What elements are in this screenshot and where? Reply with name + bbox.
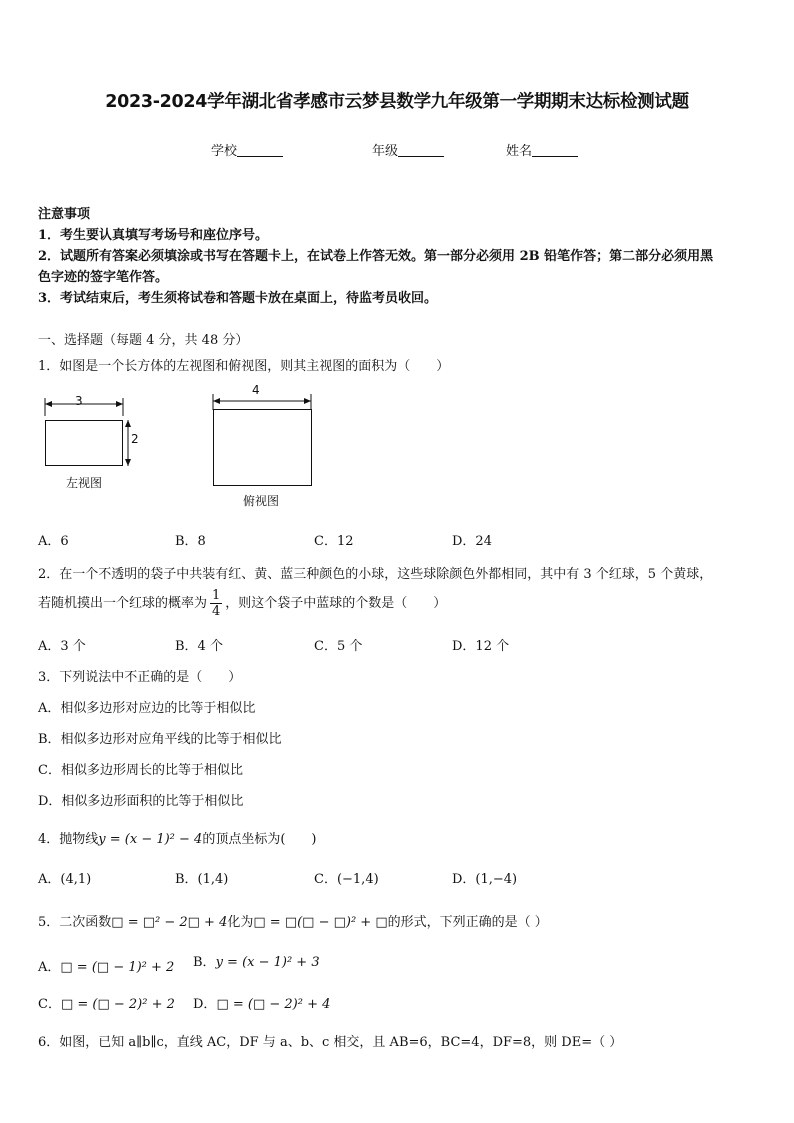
grade-blank[interactable] xyxy=(398,143,444,157)
q4-option-c[interactable]: C．(−1,4) xyxy=(314,872,379,887)
q2-fraction xyxy=(210,588,222,619)
q2-stem-line2 xyxy=(38,588,446,619)
top-view-width-label: 4 xyxy=(252,383,260,397)
q2-option-b[interactable]: B．4 个 xyxy=(175,639,223,654)
q1-option-d[interactable]: D．24 xyxy=(452,534,492,549)
q2-stem-part-a: 若随机摸出一个红球的概率为 xyxy=(38,596,208,611)
school-field[interactable] xyxy=(211,140,283,159)
q6-stem: 6．如图，已知 a∥b∥c，直线 AC，DF 与 a、b、c 相交，且 AB=6，BC=4，DF=8，则 DE=（ ） xyxy=(38,1035,623,1050)
q1-option-a[interactable]: A．6 xyxy=(38,534,69,549)
q5-option-b[interactable] xyxy=(193,951,320,970)
q5-stem-part-c: 的形式，下列正确的是（ ） xyxy=(387,915,548,930)
notice-heading: 注意事项 xyxy=(38,207,91,222)
q4-option-d[interactable]: D．(1,−4) xyxy=(452,872,518,887)
left-view-rectangle xyxy=(45,420,123,466)
q5-option-a-label: A． xyxy=(38,960,61,975)
notice-item-2: 2．试题所有答案必须填涂或书写在答题卡上，在试卷上作答无效。第一部分必须用 2B 铅笔作答；第二部分必须用黑 xyxy=(38,249,714,264)
grade-label: 年级 xyxy=(372,144,399,159)
q5-option-b-formula: y = (x − 1)² + 3 xyxy=(215,955,320,970)
school-blank[interactable] xyxy=(237,143,283,157)
q1-option-c[interactable]: C．12 xyxy=(314,534,354,549)
grade-field[interactable] xyxy=(372,140,444,159)
q5-option-d[interactable] xyxy=(193,993,330,1012)
page-title: 2023-2024学年湖北省孝感市云梦县数学九年级第一学期期末达标检测试题 xyxy=(105,92,689,112)
section-heading: 一、选择题（每题 4 分，共 48 分） xyxy=(38,333,249,348)
q3-option-b[interactable]: B．相似多边形对应角平线的比等于相似比 xyxy=(38,732,282,747)
q2-fraction-denominator: 4 xyxy=(212,604,221,619)
left-view-caption: 左视图 xyxy=(66,476,103,490)
name-label: 姓名 xyxy=(506,144,533,159)
q4-stem-part-b: 的顶点坐标为( ) xyxy=(202,832,317,847)
q5-option-a-formula: □ = (□ − 1)² + 2 xyxy=(60,960,175,975)
q4-stem xyxy=(38,828,316,847)
q5-stem xyxy=(38,911,548,930)
q5-formula-1: □ = □² − 2□ + 4 xyxy=(111,915,228,930)
left-view-width-label: 3 xyxy=(75,394,83,408)
q1-stem: 1．如图是一个长方体的左视图和俯视图，则其主视图的面积为（ ） xyxy=(38,359,450,374)
q2-option-a[interactable]: A．3 个 xyxy=(38,639,86,654)
notice-item-3: 3．考试结束后，考生须将试卷和答题卡放在桌面上，待监考员收回。 xyxy=(38,291,438,306)
q2-stem-line1: 2．在一个不透明的袋子中共装有红、黄、蓝三种颜色的小球，这些球除颜色外都相同，其中有 3 个红球，5 个黄球， xyxy=(38,567,713,582)
q4-option-a[interactable]: A．(4,1) xyxy=(38,872,92,887)
q3-option-a[interactable]: A．相似多边形对应边的比等于相似比 xyxy=(38,701,256,716)
name-field[interactable] xyxy=(506,140,578,159)
name-blank[interactable] xyxy=(532,143,578,157)
q1-option-b[interactable]: B．8 xyxy=(175,534,206,549)
top-view-caption: 俯视图 xyxy=(243,494,280,508)
q4-stem-part-a: 4．抛物线 xyxy=(38,832,99,847)
q3-option-c[interactable]: C．相似多边形周长的比等于相似比 xyxy=(38,763,243,778)
q5-option-d-label: D． xyxy=(193,997,217,1012)
q5-option-c[interactable] xyxy=(38,993,175,1012)
q5-stem-part-b: 化为 xyxy=(227,915,254,930)
q5-option-c-label: C． xyxy=(38,997,61,1012)
q2-option-c[interactable]: C．5 个 xyxy=(314,639,363,654)
q2-option-d[interactable]: D．12 个 xyxy=(452,639,510,654)
top-view-square xyxy=(213,409,312,486)
q5-option-b-label: B． xyxy=(193,955,216,970)
q5-option-d-formula: □ = (□ − 2)² + 4 xyxy=(216,997,331,1012)
q2-fraction-numerator: 1 xyxy=(212,588,221,603)
notice-item-1: 1．考生要认真填写考场号和座位序号。 xyxy=(38,228,269,243)
left-view-height-label: 2 xyxy=(131,432,139,446)
q3-option-d[interactable]: D．相似多边形面积的比等于相似比 xyxy=(38,794,244,809)
q5-option-c-formula: □ = (□ − 2)² + 2 xyxy=(60,997,175,1012)
q5-formula-2: □ = □(□ − □)² + □ xyxy=(253,915,388,930)
notice-item-2-cont: 色字迹的签字笔作答。 xyxy=(38,270,169,285)
q4-option-b[interactable]: B．(1,4) xyxy=(175,872,229,887)
q2-stem-part-b: ，则这个袋子中蓝球的个数是（ ） xyxy=(225,596,447,611)
q5-option-a[interactable] xyxy=(38,956,174,975)
q4-formula: y = (x − 1)² − 4 xyxy=(98,832,203,847)
q5-stem-part-a: 5．二次函数 xyxy=(38,915,112,930)
school-label: 学校 xyxy=(211,144,238,159)
q3-stem: 3．下列说法中不正确的是（ ） xyxy=(38,670,242,685)
